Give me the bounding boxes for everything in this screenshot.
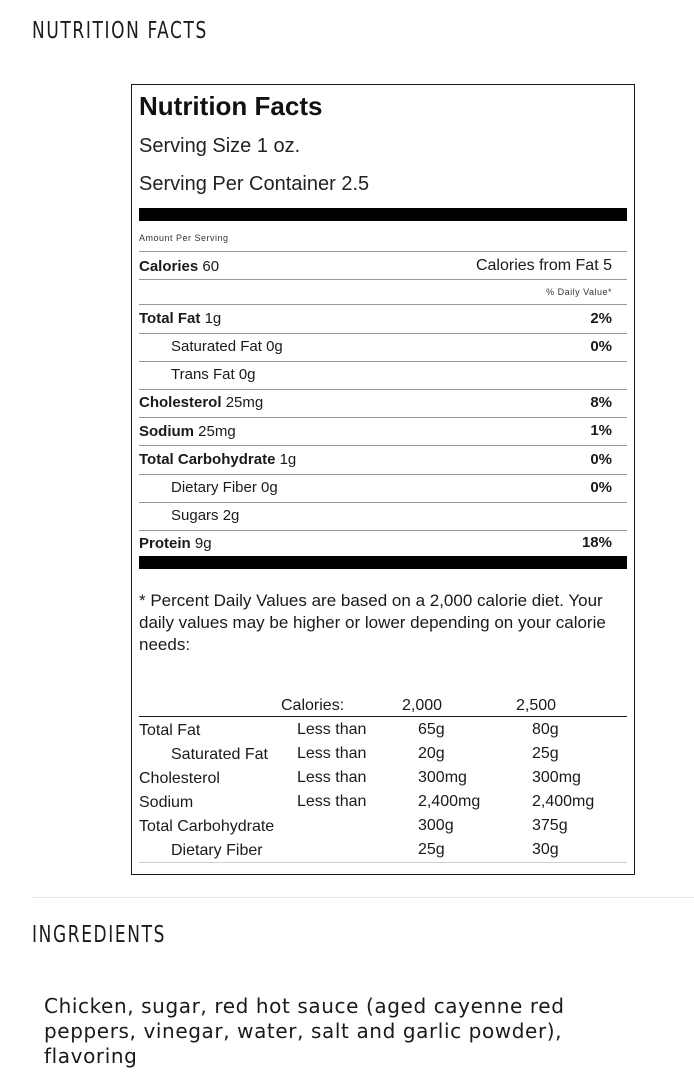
row-divider xyxy=(139,530,627,531)
amount-per-serving: Amount Per Serving xyxy=(139,233,229,243)
ref-table-header-2500: 2,500 xyxy=(516,697,557,714)
calories-value: 60 xyxy=(202,258,220,275)
nutrient-percent: 0% xyxy=(590,451,612,468)
nutrient-percent: 0% xyxy=(590,479,612,496)
ref-table-limit: Less than xyxy=(297,745,367,762)
ref-table-value-2500: 375g xyxy=(532,817,568,834)
row-divider xyxy=(139,502,627,503)
calories-label: Calories xyxy=(139,258,199,275)
nutrient-percent: 2% xyxy=(590,310,612,327)
nutrient-row xyxy=(139,423,236,440)
section-divider xyxy=(32,897,694,898)
row-divider xyxy=(139,304,627,305)
ref-table-bottom-line xyxy=(139,862,627,863)
calories-from-fat: Calories from Fat 5 xyxy=(475,257,612,274)
ref-table-value-2500: 30g xyxy=(532,841,559,858)
nutrient-amount: 25mg xyxy=(225,394,264,411)
nutrient-row xyxy=(171,366,256,383)
serving-size: Serving Size 1 oz. xyxy=(139,135,301,157)
nutrient-amount: 1g xyxy=(204,310,222,327)
nutrient-amount: 1g xyxy=(279,451,297,468)
ref-table-header-2000: 2,000 xyxy=(402,697,443,714)
nutrient-name: Trans Fat xyxy=(171,366,235,383)
ingredients-heading: INGREDIENTS xyxy=(32,922,167,948)
nutrient-row xyxy=(139,451,296,468)
row-divider xyxy=(139,417,627,418)
nutrient-amount: 0g xyxy=(238,366,256,383)
nutrition-facts-heading: NUTRITION FACTS xyxy=(32,18,208,44)
ref-table-nutrient: Cholesterol xyxy=(139,770,220,787)
row-divider xyxy=(139,474,627,475)
nutrient-percent: 8% xyxy=(590,394,612,411)
ref-table-value-2000: 300mg xyxy=(418,769,467,786)
ref-table-value-2000: 2,400mg xyxy=(418,793,481,810)
daily-value-footnote: * Percent Daily Values are based on a 2,000 calorie diet. Your daily values may be higher or lower depending on your calorie needs: xyxy=(139,591,606,654)
ref-table-header-calories: Calories: xyxy=(281,697,345,714)
nutrient-name: Total Fat xyxy=(139,310,201,327)
nutrient-name: Protein xyxy=(139,535,191,552)
servings-per-container: Serving Per Container 2.5 xyxy=(139,173,370,195)
thick-divider xyxy=(139,208,627,221)
nutrient-row xyxy=(171,338,283,355)
ref-table-nutrient: Total Fat xyxy=(139,722,201,739)
ref-table-value-2000: 300g xyxy=(418,817,454,834)
nutrient-amount: 25mg xyxy=(198,423,236,440)
ref-table-nutrient: Total Carbohydrate xyxy=(139,818,275,835)
ref-table-value-2000: 25g xyxy=(418,841,445,858)
nutrient-amount: 2g xyxy=(222,507,240,524)
ref-table-nutrient: Saturated Fat xyxy=(171,746,268,763)
ref-table-value-2500: 300mg xyxy=(532,769,581,786)
row-divider xyxy=(139,361,627,362)
ref-table-value-2500: 80g xyxy=(532,721,559,738)
row-divider xyxy=(139,333,627,334)
nutrient-row xyxy=(139,535,212,552)
ref-table-nutrient: Dietary Fiber xyxy=(171,842,263,859)
ref-table-nutrient: Sodium xyxy=(139,794,194,811)
nutrient-percent: 18% xyxy=(581,534,612,551)
daily-value-header: % Daily Value* xyxy=(546,287,612,297)
nutrient-name: Dietary Fiber xyxy=(171,479,257,496)
nutrient-row xyxy=(139,310,221,327)
row-divider xyxy=(139,389,627,390)
ref-table-header-line xyxy=(139,716,627,717)
ref-table-value-2000: 20g xyxy=(418,745,445,762)
ref-table-value-2500: 25g xyxy=(532,745,559,762)
ref-table-value-2000: 65g xyxy=(418,721,445,738)
nutrient-percent: 0% xyxy=(590,338,612,355)
nutrient-name: Saturated Fat xyxy=(171,338,262,355)
nutrient-amount: 0g xyxy=(266,338,283,355)
calories-row xyxy=(139,258,219,275)
thick-divider xyxy=(139,556,627,569)
row-divider xyxy=(139,251,627,252)
nutrient-row xyxy=(171,479,278,496)
nutrient-row xyxy=(139,394,263,411)
nutrient-row xyxy=(171,507,239,524)
nutrient-name: Sodium xyxy=(139,423,194,440)
ref-table-limit: Less than xyxy=(297,793,367,810)
ref-table-limit: Less than xyxy=(297,721,367,738)
ref-table-limit: Less than xyxy=(297,769,367,786)
nutrient-name: Total Carbohydrate xyxy=(139,451,276,468)
nutrient-amount: 0g xyxy=(261,479,278,496)
label-title: Nutrition Facts xyxy=(139,91,323,121)
nutrient-amount: 9g xyxy=(194,535,212,552)
nutrient-percent: 1% xyxy=(590,422,612,439)
ingredients-text: Chicken, sugar, red hot sauce (aged cayenne red peppers, vinegar, water, salt and garlic powder), flavoring xyxy=(44,994,565,1068)
nutrient-name: Cholesterol xyxy=(139,394,222,411)
nutrition-label xyxy=(131,84,635,875)
row-divider xyxy=(139,279,627,280)
nutrient-name: Sugars xyxy=(171,507,219,524)
row-divider xyxy=(139,445,627,446)
ref-table-value-2500: 2,400mg xyxy=(532,793,595,810)
